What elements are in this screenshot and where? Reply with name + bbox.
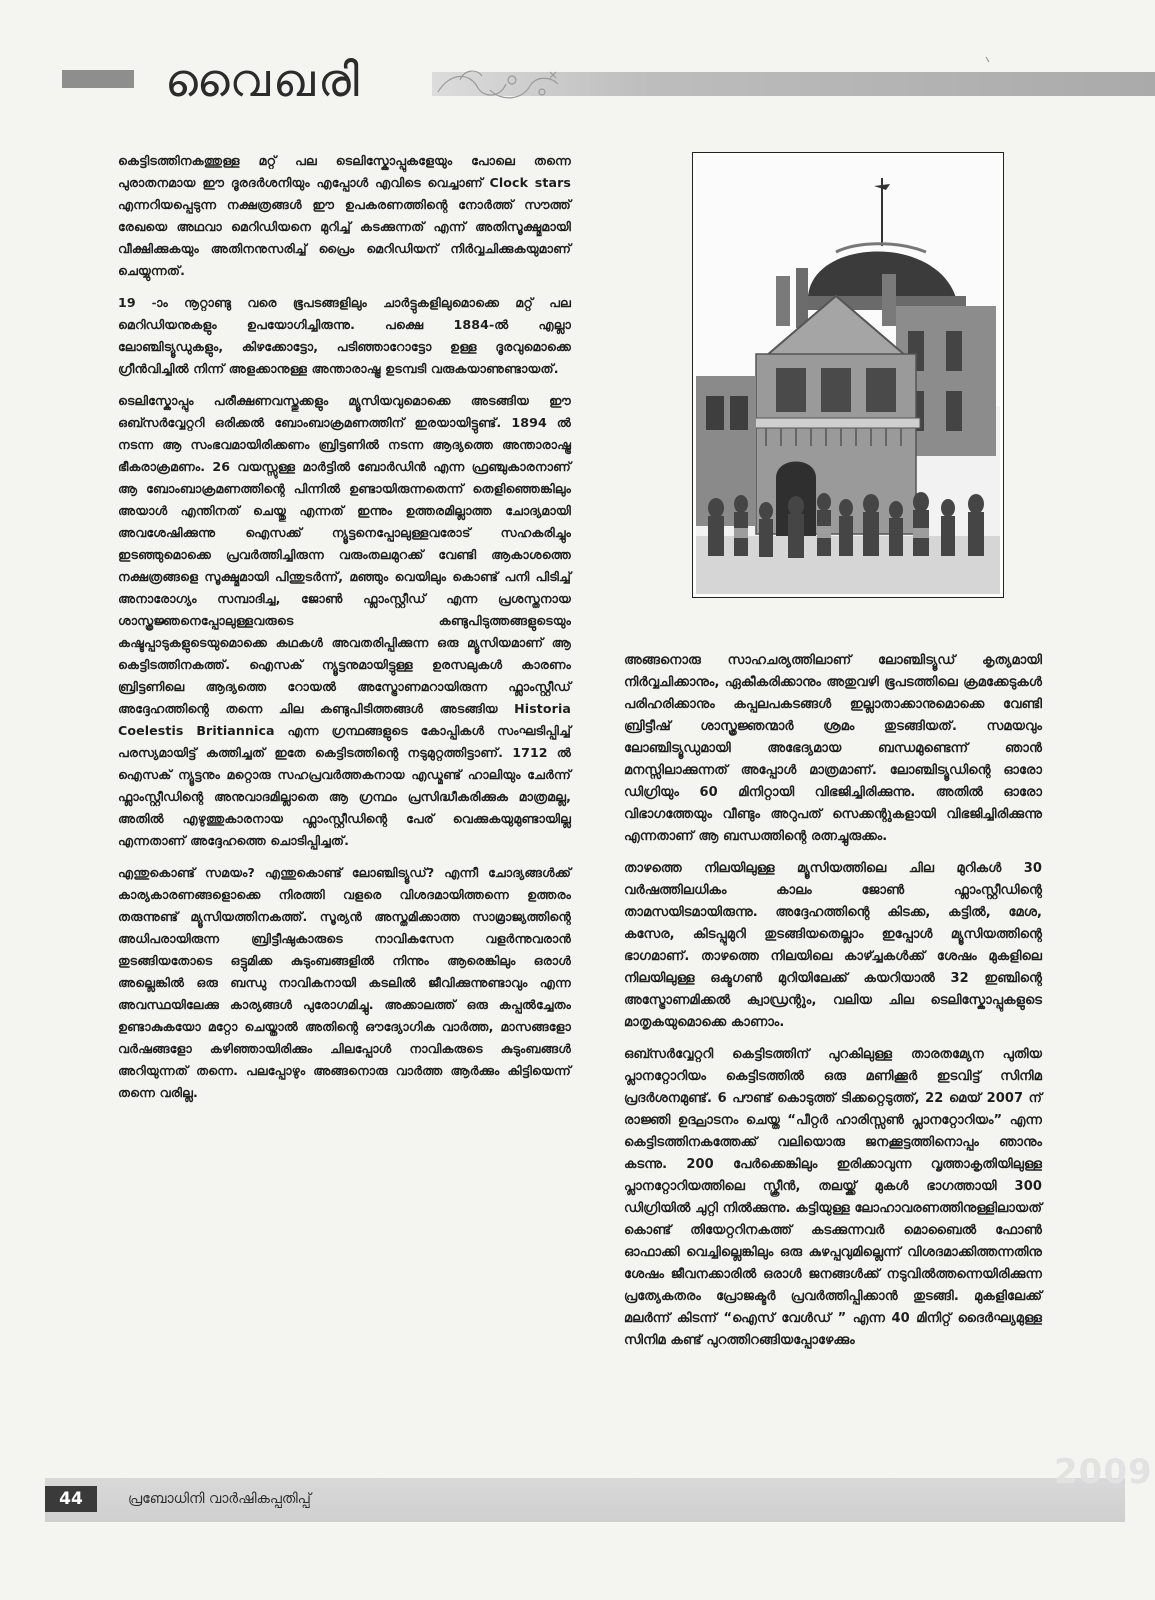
scan-speck	[985, 56, 991, 64]
page-number: 44	[45, 1486, 97, 1512]
paragraph: ടെലിസ്കോപ്പും പരീക്ഷണവസ്തുക്കളും മ്യൂസിയവുമൊക്കെ അടങ്ങിയ ഈ ഒബ്സർവ്വേറ്ററി ഒരിക്കൽ ബോംബാക്രമണത്തിന് ഇരയായിട്ടുണ്ട്. 1894 ൽ നടന്ന ആ സംഭവമായിരിക്കണം ബ്രിട്ടണിൽ നടന്ന ആദ്യത്തെ അന്താരാഷ്ട്ര ഭീകരാക്രമണം. 26 വയസ്സുള്ള മാർട്ടിൽ ബോർഡിൻ എന്ന ഫ്രഞ്ചുകാരനാണ് ആ ബോംബാക്രമണത്തിന്റെ പിന്നിൽ ഉണ്ടായിരുന്നതെന്ന് തെളിഞ്ഞെങ്കിലും അയാൾ എന്തിനത് ചെയ്തു എന്നത് ഇന്നും ഉത്തരമില്ലാത്ത ചോദ്യമായി അവശേഷിക്കുന്നു ഐസക്ക് ന്യൂട്ടനെപ്പോലുള്ളവരോട് സഹകരിച്ചും ഇടഞ്ഞുമൊക്കെ പ്രവർത്തിച്ചിരുന്ന വരുംതലമുറക്ക് വേണ്ടി ആകാശത്തെ നക്ഷത്രങ്ങളെ സൂക്ഷ്മമായി പിന്തുടർന്ന്, മഞ്ഞും വെയിലും കൊണ്ട് പനി പിടിച്ച് അനാരോഗ്യം സമ്പാദിച്ച, ജോൺ ഫ്ലാംസ്റ്റീഡ് എന്ന പ്രശസ്തനായ ശാസ്ത്രജ്ഞനെപ്പോലുള്ളവരുടെ കണ്ടുപിടുത്തങ്ങളുടെയും കഷ്ടപ്പാടുകളുടെയുമൊക്കെ കഥകൾ അവതരിപ്പിക്കുന്ന ഒരു മ്യൂസിയമാണ് ആ കെട്ടിടത്തിനകത്ത്. ഐസക് ന്യൂട്ടനുമായിട്ടുള്ള ഉരസലുകൾ കാരണം ബ്രിട്ടണിലെ ആദ്യത്തെ റോയൽ അസ്ട്രോണമറായിരുന്ന ഫ്ലാംസ്റ്റീഡ് അദ്ദേഹത്തിന്റെ തന്നെ ചില കണ്ടുപിടിത്തങ്ങൾ അടങ്ങിയ Historia Coelestis Britiannica എന്ന ഗ്രന്ഥങ്ങളുടെ കോപ്പികൾ സംഘടിപ്പിച്ച് പരസ്യമായിട്ട് കത്തിച്ചത് ഇതേ കെട്ടിടത്തിന്റെ നടുമുറ്റത്തിട്ടാണ്. 1712 ൽ ഐസക് ന്യൂട്ടനും മറ്റൊരു സഹപ്രവർത്തകനായ എഡ്മണ്ട് ഹാലിയും ചേർന്ന് ഫ്ലാംസ്റ്റീഡിന്റെ അനുവാദമില്ലാതെ ആ ഗ്രന്ഥം പ്രസിദ്ധീകരിക്കുക മാത്രമല്ല, അതിൽ എഴുത്തുകാരനായ ഫ്ലാംസ്റ്റീഡിന്റെ പേര് വെക്കുകയുമുണ്ടായില്ല എന്നതാണ് അദ്ദേഹത്തെ ചൊടിപ്പിച്ചത്.	[118, 393, 571, 848]
paragraph: ഒബ്സർവ്വേറ്ററി കെട്ടിടത്തിന് പുറകിലുള്ള താരതമ്യേന പുതിയ പ്ലാനറ്റോറിയം കെട്ടിടത്തിൽ ഒരു മണിക്കൂർ ഇടവിട്ട് സിനിമ പ്രദർശനമുണ്ട്. 6 പൗണ്ട് കൊടുത്ത് ടിക്കറ്റെടുത്ത്, 22 മെയ് 2007 ന് രാജ്ഞി ഉദ്ഘാടനം ചെയ്ത “പീറ്റർ ഹാരിസ്സൺ പ്ലാനറ്റോറിയം” എന്ന കെട്ടിടത്തിനകത്തേക്ക് വലിയൊരു ജനക്കൂട്ടത്തിനൊപ്പം ഞാനും കടന്നു. 200 പേർക്കെങ്കിലും ഇരിക്കാവുന്ന വൃത്താകൃതിയിലുള്ള പ്ലാനറ്റോറിയത്തിലെ സ്ക്രീൻ, തലയ്ക്ക് മുകൾ ഭാഗത്തായി 300 ഡിഗ്രിയിൽ ചുറ്റി നിൽക്കുന്നു. കട്ടിയുള്ള ലോഹാവരണത്തിനുള്ളിലായത് കൊണ്ട് തിയേറ്ററിനകത്ത് കടക്കുന്നവർ മൊബൈൽ ഫോൺ ഓഫാക്കി വെച്ചില്ലെങ്കിലും ഒരു കുഴപ്പവുമില്ലെന്ന് വിശദമാക്കിത്തന്നതിനു ശേഷം ജീവനക്കാരിൽ ഒരാൾ ജനങ്ങൾക്ക് നടുവിൽത്തന്നെയിരിക്കുന്ന പ്രത്യേകതരം പ്രോജക്ടർ പ്രവർത്തിപ്പിക്കാൻ തുടങ്ങി. മുകളിലേക്ക് മലർന്ന് കിടന്ന് “ഐസ് വേൾഡ് ” എന്ന 40 മിനിറ്റ് ദൈർഘ്യമുള്ള സിനിമ കണ്ട് പുറത്തിറങ്ങിയപ്പോഴേക്കും	[624, 1047, 1042, 1348]
floral-ornament	[430, 62, 580, 108]
year-watermark: 2009	[1054, 1452, 1153, 1492]
left-column	[118, 150, 571, 1114]
paragraph: അങ്ങനൊരു സാഹചര്യത്തിലാണ് ലോഞ്ചിട്യൂഡ് കൃത്യമായി നിർവ്വചിക്കാനും, ഏകീകരിക്കാനും അതുവഴി ഭൂപടത്തിലെ ക്രമക്കേടുകൾ പരിഹരിക്കാനും കപ്പലപകടങ്ങൾ ഇല്ലാതാക്കാനുമൊക്കെ വേണ്ടി ബ്രിട്ടീഷ് ശാസ്ത്രജ്ഞന്മാർ ശ്രമം തുടങ്ങിയത്. സമയവും ലോഞ്ചിട്യൂഡുമായി അഭേദ്യമായ ബന്ധമുണ്ടെന്ന് ഞാൻ മനസ്സിലാക്കുന്നത് അപ്പോൾ മാത്രമാണ്. ലോഞ്ചിട്യൂഡിന്റെ ഓരോ ഡിഗ്രിയും 60 മിനിറ്റായി വിഭജിച്ചിരിക്കുന്നു. അതിൽ ഓരോ വിഭാഗത്തേയും വീണ്ടും അറുപത് സെക്കന്റുകളായി വിഭജിച്ചിരിക്കുന്നു എന്നതാണ് ആ ബന്ധത്തിന്റെ രത്നച്ചുരുക്കം.	[624, 653, 1042, 844]
publication-name: പ്രബോധിനി വാർഷികപ്പതിപ്പ്	[128, 1491, 311, 1507]
observatory-photo-illustration	[696, 156, 1000, 594]
paragraph: കെട്ടിടത്തിനകത്തുള്ള മറ്റ് പല ടെലിസ്കോപ്പുകളേയും പോലെ തന്നെ പുരാതനമായ ഈ ദൂരദർശനിയും എപ്പോൾ എവിടെ വെച്ചാണ് Clock stars എന്നറിയപ്പെടുന്ന നക്ഷത്രങ്ങൾ ഈ ഉപകരണത്തിന്റെ നോർത്ത് സൗത്ത് രേഖയെ അഥവാ മെറിഡിയനെ മുറിച്ച് കടക്കുന്നത് എന്ന് അതിസൂക്ഷ്മമായി വീക്ഷിക്കുകയും അതിനനുസരിച്ച് പ്രൈം മെറിഡിയന് നിർവ്വചിക്കുകയുമാണ് ചെയ്യുന്നത്.	[118, 153, 571, 278]
section-title: വൈഖരി	[165, 53, 362, 107]
right-column	[624, 650, 1042, 1362]
paragraph: എന്തുകൊണ്ട് സമയം? എന്തുകൊണ്ട് ലോഞ്ചിട്യൂഡ്? എന്നീ ചോദ്യങ്ങൾക്ക് കാര്യകാരണങ്ങളൊക്കെ നിരത്തി വളരെ വിശദമായിത്തന്നെ ഉത്തരം തരുന്നുണ്ട് മ്യൂസിയത്തിനകത്ത്. സൂര്യൻ അസ്തമിക്കാത്ത സാമ്രാജ്യത്തിന്റെ അധിപരായിരുന്ന ബ്രിട്ടീഷുകാരുടെ നാവികസേന വളർന്നുവരാൻ തുടങ്ങിയതോടെ ഒട്ടുമിക്ക കുടുംബങ്ങളിൽ നിന്നും ആരെങ്കിലും ഒരാൾ അല്ലെങ്കിൽ ഒരു ബന്ധു നാവികനായി കടലിൽ ജീവിക്കുന്നുണ്ടാവും എന്ന അവസ്ഥയിലേക്കു കാര്യങ്ങൾ പുരോഗമിച്ചു. അക്കാലത്ത് ഒരു കപ്പൽച്ചേതം ഉണ്ടാകുകയോ മറ്റോ ചെയ്താൽ അതിന്റെ ഔദ്യോഗിക വാർത്ത, മാസങ്ങളോ വർഷങ്ങളോ കഴിഞ്ഞായിരിക്കും ചിലപ്പോൾ നാവികരുടെ കുടുംബങ്ങൾ അറിയുന്നത് തന്നെ. പലപ്പോഴും അങ്ങനൊരു വാർത്ത ആർക്കും കിട്ടിയെന്ന് തന്നെ വരില്ല.	[118, 865, 571, 1100]
header-accent-bar	[62, 70, 134, 88]
observatory-photo	[692, 152, 1004, 598]
paragraph: താഴത്തെ നിലയിലുള്ള മ്യൂസിയത്തിലെ ചില മുറികൾ 30 വർഷത്തിലധികം കാലം ജോൺ ഫ്ലാംസ്റ്റീഡിന്റെ താമസയിടമായിരുന്നു. അദ്ദേഹത്തിന്റെ കിടക്ക, കട്ടിൽ, മേശ, കസേര, കിടപ്പുമുറി തുടങ്ങിയതെല്ലാം ഇപ്പോൾ മ്യൂസിയത്തിന്റെ ഭാഗമാണ്. താഴത്തെ നിലയിലെ കാഴ്ച്ചകൾക്ക് ശേഷം മുകളിലെ നിലയിലുള്ള ഒക്ടഗൺ മുറിയിലേക്ക് കയറിയാൽ 32 ഇഞ്ചിന്റെ അസ്ട്രോണമിക്കൽ ക്വാഡ്രന്റും, വലിയ ചില ടെലിസ്കോപ്പുകളുടെ മാതൃകയുമൊക്കെ കാണാം.	[624, 861, 1042, 1030]
paragraph: 19 -ാം നൂറ്റാണ്ടു വരെ ഭൂപടങ്ങളിലും ചാർട്ടുകളിലുമൊക്കെ മറ്റ് പല മെറിഡിയനുകളും ഉപയോഗിച്ചിരുന്നു. പക്ഷെ 1884-ൽ എല്ലാ ലോഞ്ചിട്യൂഡുകളും, കിഴക്കോട്ടോ, പടിഞ്ഞാറോട്ടോ ഉള്ള ദൂരവുമൊക്കെ ഗ്രീൻവിച്ചിൽ നിന്ന് അളക്കാനുള്ള അന്താരാഷ്ട്ര ഉടമ്പടി വരുകയാണുണ്ടായത്.	[118, 295, 571, 376]
